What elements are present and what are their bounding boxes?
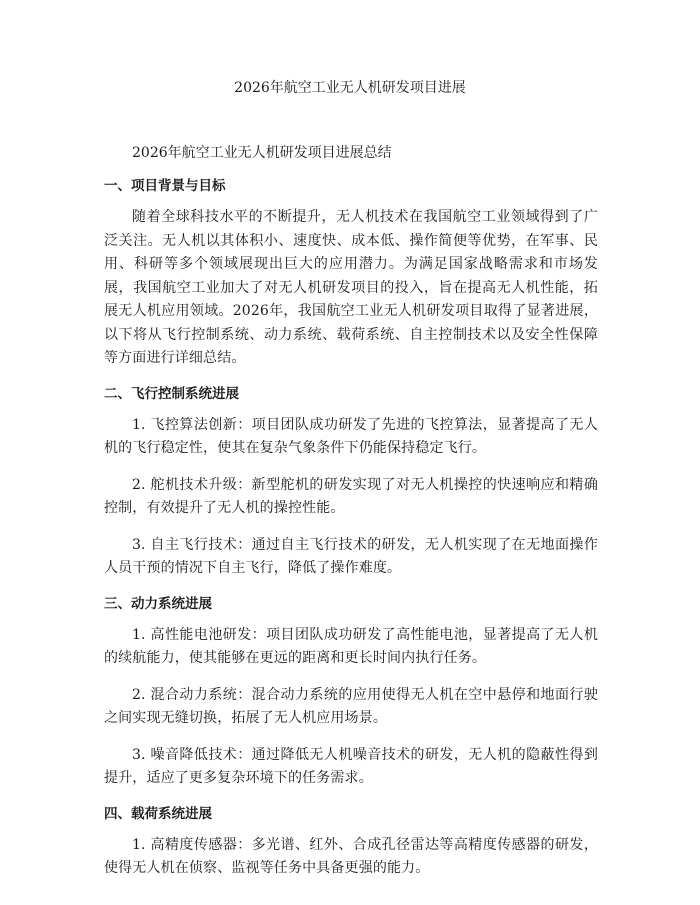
- section-payload-system: [104, 804, 598, 881]
- paragraph: 3. 噪音降低技术：通过降低无人机噪音技术的研发，无人机的隐蔽性得到提升，适应了更多复杂环境下的任务需求。: [104, 746, 598, 786]
- section-background: [104, 176, 598, 371]
- paragraph: 随着全球科技水平的不断提升，无人机技术在我国航空工业领域得到了广泛关注。无人机以其体积小、速度快、成本低、操作简便等优势，在军事、民用、科研等多个领域展现出巨大的应用潜力。为满足国家战略需求和市场发展，我国航空工业加大了对无人机研发项目的投入，旨在提高无人机性能，拓展无人机应用领域。2026年，我国航空工业无人机研发项目取得了显著进展，以下将从飞行控制系统、动力系统、载荷系统、自主控制技术以及安全性保障等方面进行详细总结。: [104, 209, 598, 366]
- paragraph: 1. 高精度传感器：多光谱、红外、合成孔径雷达等高精度传感器的研发，使得无人机在侦察、监视等任务中具备更强的能力。: [104, 836, 598, 876]
- paragraph: 1. 飞控算法创新：项目团队成功研发了先进的飞控算法，显著提高了无人机的飞行稳定性，使其在复杂气象条件下仍能保持稳定飞行。: [104, 416, 598, 456]
- paragraph: 2. 混合动力系统：混合动力系统的应用使得无人机在空中悬停和地面行驶之间实现无缝切换，拓展了无人机应用场景。: [104, 686, 598, 726]
- paragraph: 1. 高性能电池研发：项目团队成功研发了高性能电池，显著提高了无人机的续航能力，使其能够在更远的距离和更长时间内执行任务。: [104, 626, 598, 666]
- section-flight-control: [104, 384, 598, 581]
- section-heading: 二、飞行控制系统进展: [104, 385, 239, 402]
- document-title: 2026年航空工业无人机研发项目进展: [234, 80, 466, 96]
- section-heading: 四、载荷系统进展: [104, 805, 212, 822]
- paragraph: 3. 自主飞行技术：通过自主飞行技术的研发，无人机实现了在无地面操作人员干预的情况下自主飞行，降低了操作难度。: [104, 536, 598, 576]
- section-heading: 一、项目背景与目标: [104, 178, 226, 194]
- document-subtitle: 2026年航空工业无人机研发项目进展总结: [132, 145, 392, 161]
- paragraph: 2. 舵机技术升级：新型舵机的研发实现了对无人机操控的快速响应和精确控制，有效提升了无人机的操控性能。: [104, 476, 598, 516]
- section-power-system: [104, 594, 598, 791]
- section-heading: 三、动力系统进展: [104, 595, 212, 612]
- document-body: [104, 143, 598, 894]
